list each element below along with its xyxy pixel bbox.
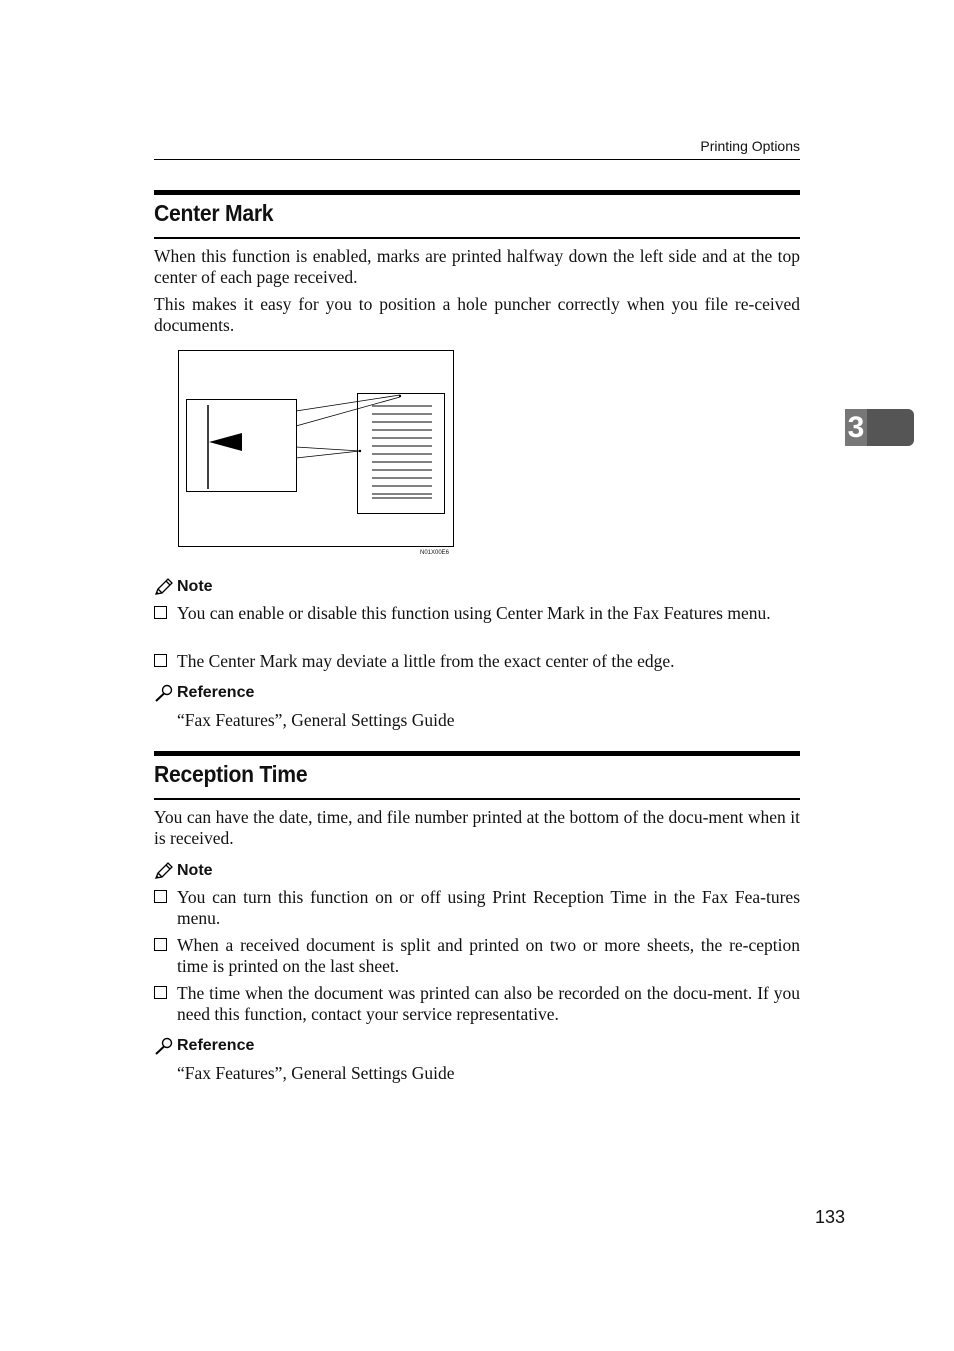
pencil-icon: [154, 578, 174, 596]
note-item: [154, 603, 800, 624]
note-item: [154, 935, 800, 977]
reference-heading: [154, 1037, 254, 1055]
section-top-rule: [154, 190, 800, 195]
reference-label: Reference: [177, 1037, 255, 1054]
chapter-tab: [845, 409, 914, 446]
note-label: Note: [177, 862, 213, 879]
section-bottom-rule: [154, 798, 800, 800]
page-number: 133: [814, 1207, 845, 1227]
chapter-number: 3: [845, 409, 867, 446]
note-label: Note: [177, 578, 213, 595]
pencil-icon: [154, 862, 174, 880]
note-text: When a received document is split and printed on two or more sheets, the re-ception time is printed on the last sheet.: [177, 935, 800, 976]
note-text: You can enable or disable this function using Center Mark in the Fax Features menu.: [177, 603, 771, 623]
running-header: Printing Options: [700, 138, 800, 154]
section-bottom-rule: [154, 237, 800, 239]
checkbox-bullet-icon: [154, 654, 167, 667]
note-heading: [154, 578, 213, 596]
header-rule: [154, 159, 800, 160]
checkbox-bullet-icon: [154, 890, 167, 903]
note-item: [154, 887, 800, 929]
note-item: [154, 651, 800, 672]
checkbox-bullet-icon: [154, 986, 167, 999]
note-text: You can turn this function on or off using Print Reception Time in the Fax Fea-tures menu.: [177, 887, 800, 928]
note-item: [154, 983, 800, 1025]
paragraph: You can have the date, time, and file number printed at the bottom of the docu-ment when it is received.: [154, 807, 800, 848]
checkbox-bullet-icon: [154, 938, 167, 951]
magnifier-icon: [154, 1037, 174, 1055]
paragraph: This makes it easy for you to position a hole puncher correctly when you file re-ceived documents.: [154, 294, 800, 335]
figure-code: N01X00E6: [420, 550, 450, 556]
reference-label: Reference: [177, 684, 255, 701]
magnifier-icon: [154, 684, 174, 702]
reference-text: “Fax Features”, General Settings Guide: [177, 1063, 455, 1083]
note-heading: [154, 862, 213, 880]
reference-text: “Fax Features”, General Settings Guide: [177, 710, 455, 730]
reference-heading: [154, 684, 254, 702]
section-title-center-mark: Center Mark: [154, 200, 274, 226]
checkbox-bullet-icon: [154, 606, 167, 619]
paragraph: When this function is enabled, marks are printed halfway down the left side and at the top center of each page received.: [154, 246, 800, 287]
center-mark-figure: [178, 350, 454, 547]
center-mark-illustration: [178, 350, 454, 547]
note-text: The time when the document was printed can also be recorded on the docu-ment. If you need this function, contact your service representative.: [177, 983, 800, 1024]
section-title-reception-time: Reception Time: [154, 761, 308, 787]
note-text: The Center Mark may deviate a little from the exact center of the edge.: [177, 651, 675, 671]
section-top-rule: [154, 751, 800, 756]
